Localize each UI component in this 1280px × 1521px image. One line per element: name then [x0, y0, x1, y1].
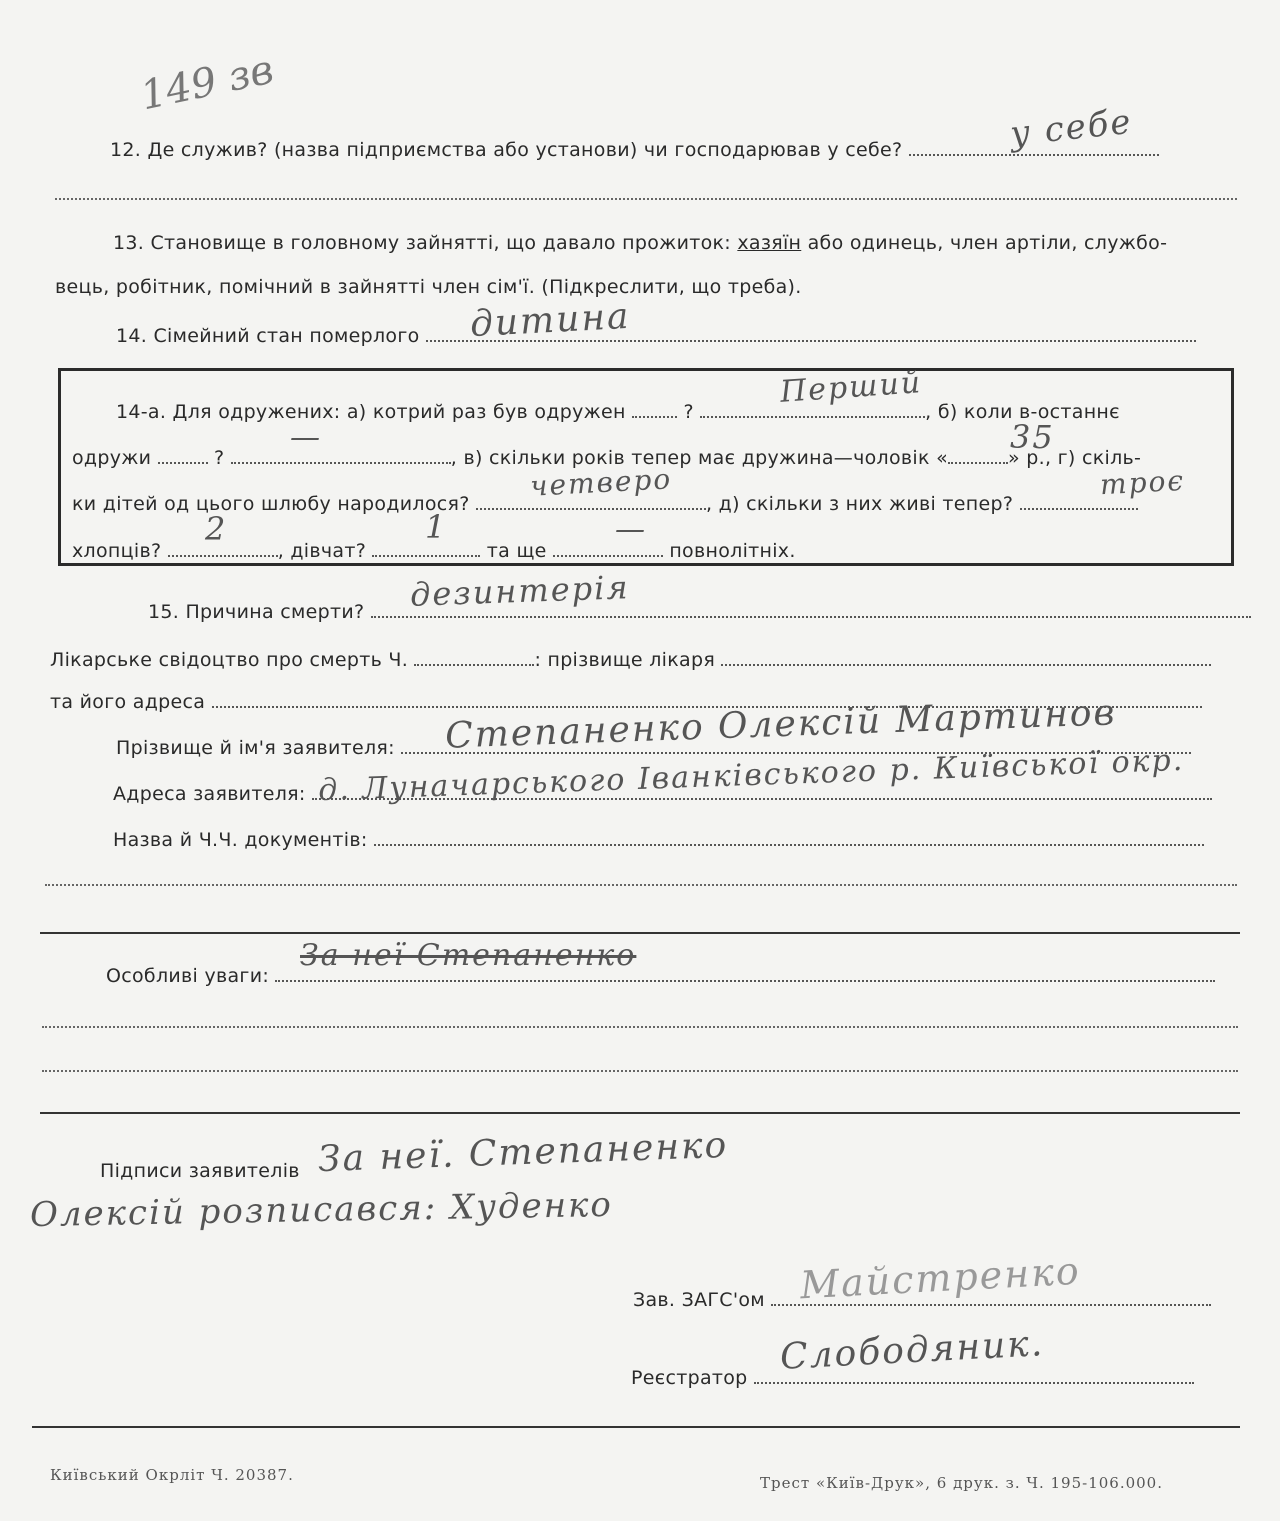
signature-line-2: Олексій розписався: Худенко: [29, 1184, 614, 1236]
applicant-name-label: Прізвище й ім'я заявителя:: [116, 737, 395, 759]
zags-label: Зав. ЗАГС'ом: [633, 1289, 765, 1311]
q14-answer: дитина: [469, 295, 632, 346]
q15-line: [148, 598, 1251, 623]
q14a-l2-fill-2[interactable]: [231, 444, 451, 464]
doctor-cert-fill[interactable]: [414, 646, 534, 666]
q14a-l1-fill-1[interactable]: [632, 398, 677, 418]
q14a-l1-b: , б) коли в-останнє: [925, 401, 1120, 423]
doctor-address-label: та його адреса: [50, 691, 206, 713]
solid-rule: [40, 1112, 1240, 1114]
zags-signature: Майстренко: [799, 1248, 1082, 1308]
applicant-name-value: Степаненко Олексій Мартинов: [444, 692, 1118, 757]
q14a-l2-fill-3[interactable]: [948, 444, 1008, 464]
q14a-l2-fill-1[interactable]: [158, 444, 208, 464]
applicant-docs-label: Назва й Ч.Ч. документів:: [113, 829, 368, 851]
q14a-l4-answer2: 1: [425, 508, 448, 546]
q14a-l4-b: , дівчат?: [277, 540, 367, 562]
applicant-docs-line: [113, 826, 1204, 851]
notes-line: [106, 962, 1215, 987]
q14a-l1-q: ?: [683, 401, 694, 423]
applicant-address-label: Адреса заявителя:: [113, 783, 306, 805]
q14a-l3-b: , д) скільки з них живі тепер?: [705, 493, 1014, 515]
footer-printer: Трест «Київ-Друк», 6 друк. з. Ч. 195-106.000.: [760, 1474, 1163, 1492]
q14a-l4-d: повнолітніх.: [669, 540, 796, 562]
q14a-l4-a: хлопців?: [72, 540, 162, 562]
notes-value-struck: За неї Степаненко: [300, 938, 637, 973]
doctor-surname-fill[interactable]: [721, 646, 1211, 666]
signatures-label: Підписи заявителів: [100, 1160, 300, 1182]
applicant-address-value: д. Луначарського Іванківського р. Київської окр.: [317, 742, 1185, 809]
dotted-rule: [55, 198, 1237, 200]
q15-label: 15. Причина смерти?: [148, 601, 365, 623]
signature-line-1: За неї. Степаненко: [317, 1124, 729, 1181]
q14a-l3-a: ки дітей од цього шлюбу народилося?: [72, 493, 470, 515]
notes-label: Особливі уваги:: [106, 965, 270, 987]
q13-line-1: [113, 232, 1167, 254]
q12-text: 12. Де служив? (назва підприємства або установи) чи господарював у себе?: [110, 139, 903, 161]
q14a-l2-b: , в) скільки років тепер має дружина—чоловік «: [450, 447, 948, 469]
q13-underlined-option: хазяїн: [737, 232, 802, 254]
q14a-l2-answer: —: [290, 420, 322, 455]
q14a-l2-c: » р., г) скіль-: [1008, 447, 1142, 469]
registrar-label: Реєстратор: [631, 1367, 748, 1389]
q14a-l3-answer: четверо: [529, 462, 673, 503]
q13-suffix: або одинець, член артіли, службо-: [807, 232, 1168, 254]
doctor-cert-label: Лікарське свідоцтво про смерть Ч.: [50, 649, 409, 671]
q14a-l2-answer2: 35: [1010, 418, 1055, 456]
q12-line: [110, 136, 1159, 161]
doctor-surname-label: : прізвище лікаря: [534, 649, 716, 671]
q14a-l4-answer: 2: [205, 510, 228, 548]
dotted-rule: [45, 884, 1237, 886]
footer-censor: Київський Окрліт Ч. 20387.: [50, 1466, 294, 1484]
solid-rule: [32, 1426, 1240, 1428]
q12-answer: у себе: [1008, 101, 1135, 155]
q14a-l2-q: ?: [214, 447, 225, 469]
applicant-docs-fill[interactable]: [374, 826, 1204, 846]
q14-label: 14. Сімейний стан померлого: [116, 325, 420, 347]
q14-line: [116, 322, 1196, 347]
doctor-cert-line: [50, 646, 1211, 671]
q14a-l3-answer2: троє: [1099, 463, 1186, 502]
archive-page-mark: 149 зв: [136, 46, 278, 120]
dotted-rule: [42, 1070, 1238, 1072]
q15-answer: дезинтерія: [409, 568, 631, 614]
q14a-l1-answer: Перший: [778, 365, 924, 410]
q14a-l2-a: одружи: [72, 447, 152, 469]
q13-line-2: вець, робітник, помічний в зайнятті член сім'ї. (Підкреслити, що треба).: [55, 276, 802, 298]
dotted-rule: [42, 1026, 1238, 1028]
registrar-signature: Слободяник.: [779, 1323, 1046, 1378]
solid-rule: [40, 932, 1240, 934]
q14a-line-1: [116, 398, 1120, 423]
q14a-l4-c: та ще: [486, 540, 547, 562]
q14a-l4-answer3: —: [615, 512, 647, 547]
q13-prefix: 13. Становище в головному зайнятті, що давало прожиток:: [113, 232, 731, 254]
q14a-l1-a: 14-а. Для одружених: а) котрий раз був одружен: [116, 401, 626, 423]
